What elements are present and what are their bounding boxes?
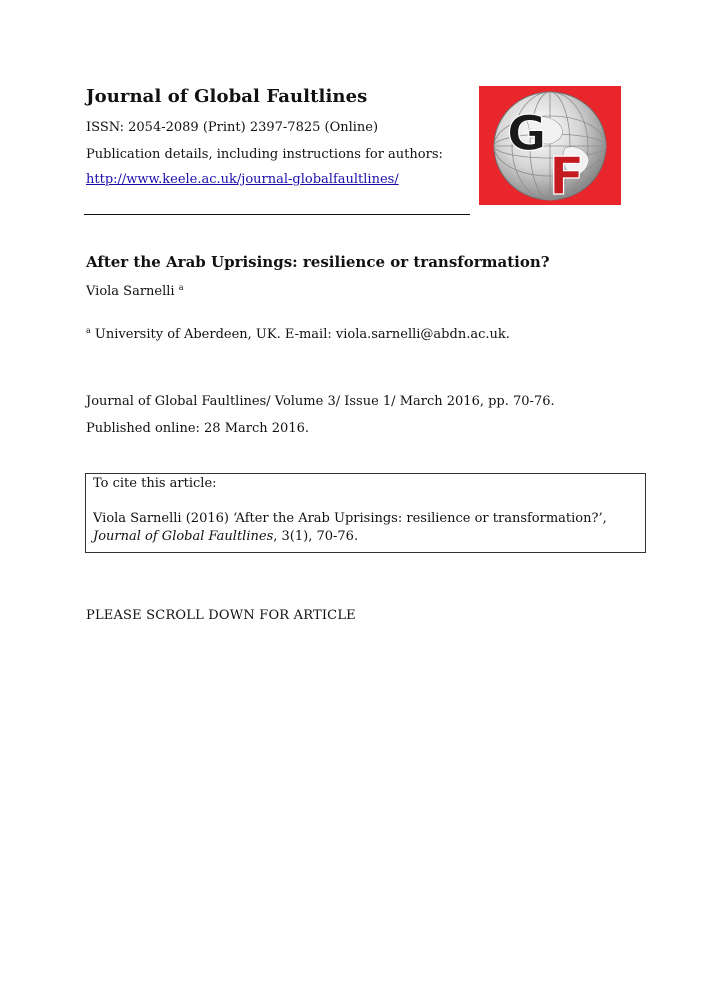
published-date: Published online: 28 March 2016. [86, 421, 309, 436]
affiliation-text: University of Aberdeen, UK. E-mail: viola.sarnelli@abdn.ac.uk. [94, 327, 510, 342]
header-divider [84, 214, 470, 215]
publication-details: Publication details, including instructions for authors: [86, 147, 443, 162]
affiliation-line [86, 327, 510, 342]
author-name: Viola Sarnelli [86, 284, 175, 299]
svg-text:G: G [507, 106, 547, 162]
volume-citation: Journal of Global Faultlines/ Volume 3/ Issue 1/ March 2016, pp. 70-76. [86, 394, 555, 409]
globe-logo-icon [479, 86, 621, 205]
author-line [86, 284, 184, 299]
cite-reference-suffix: , 3(1), 70-76. [273, 529, 359, 544]
cite-heading: To cite this article: [93, 476, 217, 491]
cite-reference-journal: Journal of Global Faultlines [93, 529, 274, 544]
scroll-notice: PLEASE SCROLL DOWN FOR ARTICLE [86, 608, 356, 623]
cite-box [85, 473, 646, 553]
article-title: After the Arab Uprisings: resilience or transformation? [86, 253, 550, 271]
author-affiliation-marker: a [178, 283, 184, 292]
issn-line: ISSN: 2054-2089 (Print) 2397-7825 (Online) [86, 120, 379, 135]
journal-url-link[interactable]: http://www.keele.ac.uk/journal-globalfaultlines/ [86, 172, 399, 187]
journal-title: Journal of Global Faultlines [86, 86, 368, 107]
journal-logo [479, 86, 621, 205]
affiliation-marker: a [86, 326, 91, 335]
cite-reference [93, 510, 638, 546]
svg-text:F: F [549, 147, 585, 205]
cite-reference-prefix: Viola Sarnelli (2016) ‘After the Arab Uprisings: resilience or transformation?’, [93, 511, 607, 526]
